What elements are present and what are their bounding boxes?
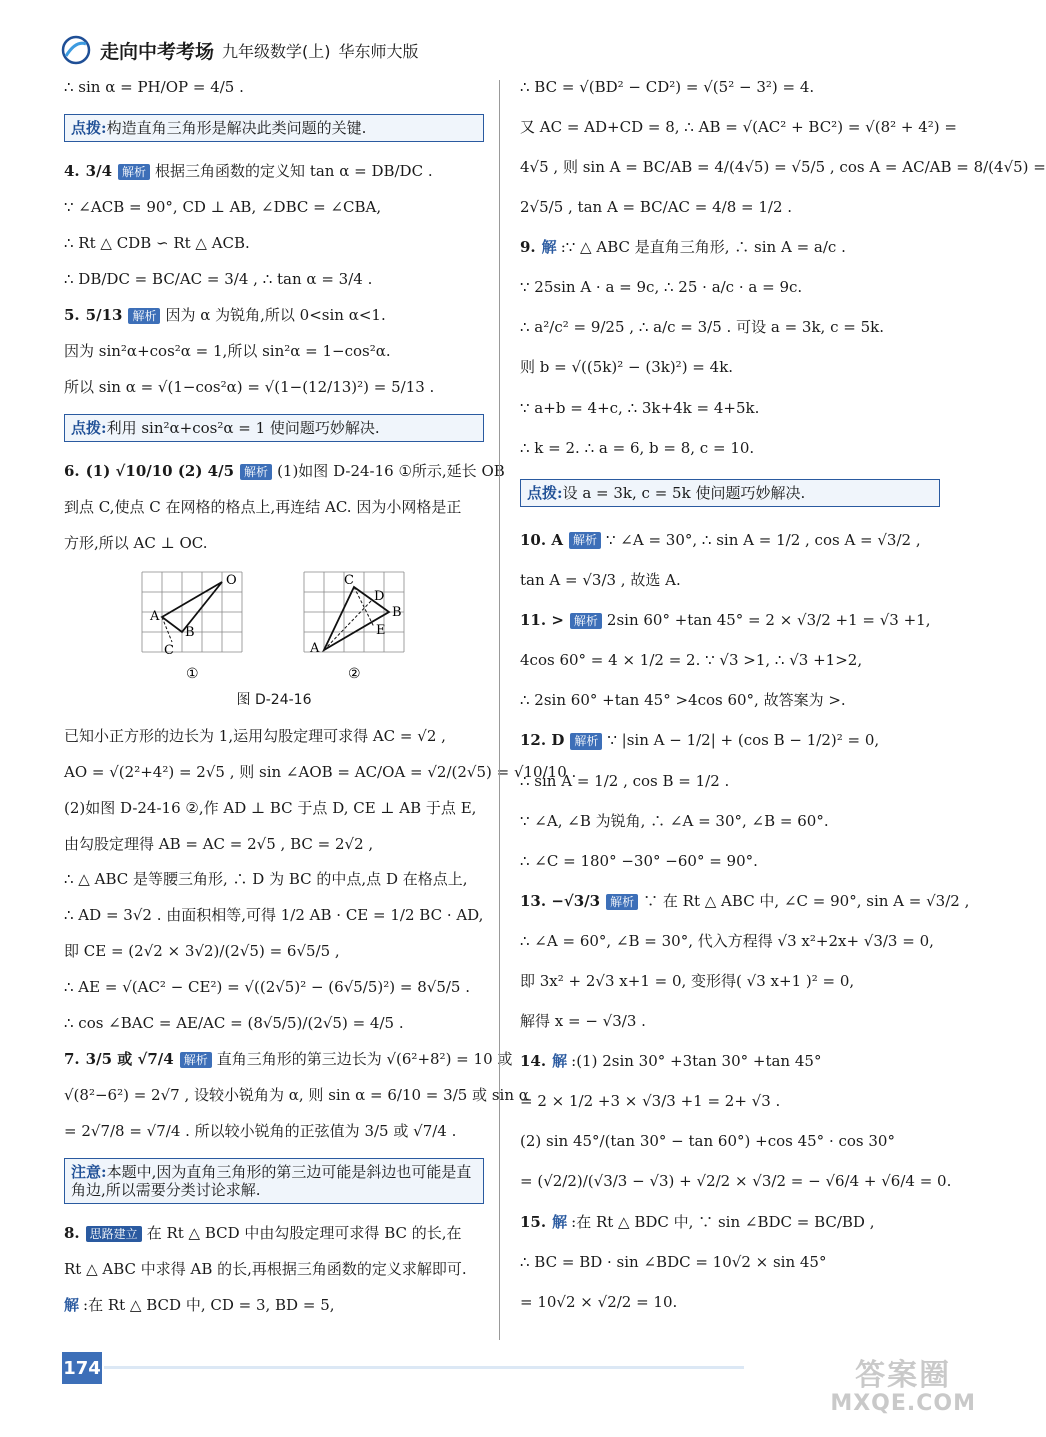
text-line [520,932,940,950]
line-text: 根据三角函数的定义知 tan α = DB/DC . [155,161,433,180]
answer-value: 5/13 [85,305,123,324]
line-text: ∴ Rt △ CDB ∽ Rt △ ACB. [64,234,250,252]
text-line [64,942,484,960]
line-text: ∵ 在 Rt △ ABC 中, ∠C = 90°, sin A = √3/2 , [643,891,970,910]
grade-label: 九年级数学(上) [222,41,331,61]
line-text: 解得 x = − √3/3 . [520,1012,646,1031]
text-line [520,358,940,376]
solution-colon: : [571,1052,577,1071]
line-text: 方形,所以 AC ⊥ OC. [64,534,208,552]
text-line [64,1296,484,1314]
question-number: 7. [64,1050,80,1069]
text-line [64,906,484,924]
solution-label: 解 [552,1212,568,1231]
text-line [520,571,940,589]
tip-text: 设 a = 3k, c = 5k 使问题巧妙解决. [562,483,806,502]
line-text: = (√2/2)/(√3/3 − √3) + √2/2 × √3/2 = − √6/4 + √6/4 = 0. [520,1172,952,1191]
tip-text: 利用 sin²α+cos²α = 1 使问题巧妙解决. [106,418,380,437]
line-text: ∴ k = 2. ∴ a = 6, b = 8, c = 10. [520,438,755,457]
text-line [520,158,1046,177]
line-text: 2sin 60° +tan 45° = 2 × √3/2 +1 = √3 +1, [606,611,931,629]
brand-title: 走向中考考场 [100,40,215,63]
text-line [64,461,505,480]
question-number: 4. [64,161,80,180]
text-line [520,691,940,709]
line-text: Rt △ ABC 中求得 AB 的长,再根据三角函数的定义求解即可. [64,1260,467,1279]
text-line [520,651,940,669]
text-line [64,1086,529,1105]
line-text: 已知小正方形的边长为 1,运用勾股定理可求得 AC = √2 , [64,726,446,745]
line-text: ∴ DB/DC = BC/AC = 3/4 , ∴ tan α = 3/4 . [64,269,373,288]
text-line [520,399,940,417]
tip-label: 点拨 [527,483,558,502]
question-number: 14. [520,1052,547,1071]
line-text: ∴ BC = BD · sin ∠BDC = 10√2 × sin 45° [520,1252,827,1271]
line-text: ∴ ∠C = 180° −30° −60° = 90°. [520,851,758,870]
fig2-label-b: B [392,604,402,620]
box-colon: : [101,418,107,437]
text-line [64,727,484,745]
line-text: = 10√2 × √2/2 = 10. [520,1292,678,1311]
line-text: ∵ △ ABC 是直角三角形, ∴ sin A = a/c . [565,238,846,257]
line-text: ∴ AE = √(AC² − CE²) = √((2√5)² − (6√5/5)²) = 8√5/5 . [64,978,471,997]
question-number: 10. A [520,530,563,549]
fig1-label-o: O [226,572,237,588]
line-text: √(8²−6²) = 2√7 , 设较小锐角为 α, 则 sin α = 6/10 = 3/5 或 sin α [64,1086,529,1105]
watermark-logo: 答案圈 [855,1358,952,1393]
text-line [64,1224,484,1242]
text-line [64,498,484,516]
text-line [520,78,940,96]
fig1-label-c: C [164,642,174,658]
text-line [64,1014,484,1032]
question-number: 12. D [520,731,565,750]
solution-colon: : [560,238,566,257]
note-label: 注意 [71,1163,102,1182]
line-text: = 2√7/8 = √7/4 . 所以较小锐角的正弦值为 3/5 或 √7/4 . [64,1122,457,1141]
line-text: ∵ |sin A − 1/2| + (cos B − 1/2)² = 0, [607,731,880,750]
page-number: 174 [62,1352,102,1384]
text-line [64,534,484,552]
text-line [64,762,577,781]
text-line [520,972,940,990]
watermark [830,1360,976,1415]
question-number: 6. [64,461,80,480]
text-line [64,799,484,817]
solution-colon: : [83,1296,89,1315]
fig1-label-a: A [150,608,160,624]
line-text: ∴ △ ABC 是等腰三角形, ∴ D 为 BC 的中点,点 D 在格点上, [64,870,468,889]
line-text: ∴ sin A = 1/2 , cos B = 1/2 . [520,771,730,790]
line-text: 又 AC = AD+CD = 8, ∴ AB = √(AC² + BC²) = √(8² + 4²) = [520,118,957,137]
text-line [64,378,484,396]
solution-label: 解 [64,1296,80,1315]
fig2-label-c: C [344,572,354,588]
line-text: 4√5 , 则 sin A = BC/AB = 4/(4√5) = √5/5 , cos A = AC/AB = 8/(4√5) = [520,158,1046,177]
tip-label: 点拨 [71,118,102,137]
grid-figures [64,570,484,680]
line-text: ∴ cos ∠BAC = AE/AC = (8√5/5)/(2√5) = 4/5 . [64,1014,404,1033]
line-text: ∵ a+b = 4+c, ∴ 3k+4k = 4+5k. [520,398,760,417]
text-line [520,439,940,457]
line-text: 在 Rt △ BDC 中, ∵ sin ∠BDC = BC/BD , [576,1212,875,1231]
question-number: 15. [520,1212,547,1231]
column-divider [499,80,500,1340]
line-text: ∴ BC = √(BD² − CD²) = √(5² − 3²) = 4. [520,78,815,96]
line-text: 在 Rt △ BCD 中, CD = 3, BD = 5, [88,1296,335,1315]
line-text: ∴ 2sin 60° +tan 45° >4cos 60°, 故答案为 >. [520,691,846,710]
text-line [64,78,484,96]
tip-box [520,479,940,507]
text-line [64,978,484,996]
line-text: 因为 sin²α+cos²α = 1,所以 sin²α = 1−cos²α. [64,342,391,361]
line-text: 4cos 60° = 4 × 1/2 = 2. ∵ √3 >1, ∴ √3 +1>2, [520,651,863,670]
text-line [520,278,940,296]
text-line [520,611,940,629]
line-text: AO = √(2²+4²) = 2√5 , 则 sin ∠AOB = AC/OA = √2/(2√5) = √10/10 . [64,762,577,781]
line-text: ∵ ∠ACB = 90°, CD ⊥ AB, ∠DBC = ∠CBA, [64,198,382,217]
line-text: ∵ ∠A, ∠B 为锐角, ∴ ∠A = 30°, ∠B = 60°. [520,811,829,830]
box-colon: : [101,1163,107,1182]
line-text: ∴ sin α = PH/OP = 4/5 . [64,78,244,96]
figure-2 [304,572,404,682]
line-text: 由勾股定理得 AB = AC = 2√5 , BC = 2√2 , [64,834,374,853]
text-line [520,531,940,549]
answer-value: 3/5 或 √7/4 [85,1050,174,1069]
line-text: 在 Rt △ BCD 中由勾股定理可求得 BC 的长,在 [146,1224,462,1243]
analysis-tag: 解析 [570,613,602,629]
line-text: ∵ 25sin A · a = 9c, ∴ 25 · a/c · a = 9c. [520,278,803,297]
analysis-tag: 解析 [569,532,601,548]
text-line [64,835,484,853]
line-text: ∵ ∠A = 30°, ∴ sin A = 1/2 , cos A = √3/2 , [605,530,921,549]
analysis-tag: 解析 [570,733,602,749]
text-line [520,812,940,830]
line-text: 则 b = √((5k)² − (3k)²) = 4k. [520,358,734,377]
line-text: (1) 2sin 30° +3tan 30° +tan 45° [576,1052,822,1071]
solution-label: 解 [541,238,557,257]
text-line [520,772,940,790]
line-text: ∴ AD = 3√2 . 由面积相等,可得 1/2 AB · CE = 1/2 BC · AD, [64,906,484,925]
tip-text: 构造直角三角形是解决此类问题的关键. [106,118,367,137]
box-colon: : [101,118,107,137]
fig1-number: ① [186,665,199,682]
text-line [64,306,484,324]
text-line [520,198,940,216]
answer-value: 3/4 [85,161,113,180]
figure-1 [142,572,242,682]
text-line [520,1132,940,1150]
analysis-tag: 解析 [240,464,272,480]
text-line [64,234,484,252]
fig2-label-e: E [376,622,386,638]
fig2-label-d: D [374,588,385,604]
line-text: 直角三角形的第三边长为 √(6²+8²) = 10 或 [216,1050,513,1069]
question-number: 8. [64,1224,80,1243]
text-line [64,870,484,888]
line-text: 所以 sin α = √(1−cos²α) = √(1−(12/13)²) = 5/13 . [64,378,435,396]
tip-box [64,114,484,142]
text-line [520,1172,952,1191]
text-line [520,1092,940,1110]
page-header [60,30,419,70]
question-number: 11. > [520,611,564,629]
figure-caption: 图 D-24-16 [236,691,312,708]
text-line [64,162,484,180]
text-line [64,342,484,360]
text-line [64,1260,484,1278]
line-text: (2) sin 45°/(tan 30° − tan 60°) +cos 45° · cos 30° [520,1132,895,1151]
analysis-tag: 解析 [118,164,150,180]
analysis-tag: 解析 [180,1052,212,1068]
line-text: ∴ ∠A = 60°, ∠B = 30°, 代入方程得 √3 x²+2x+ √3/3 = 0, [520,932,934,951]
text-line [520,238,940,256]
analysis-tag: 解析 [606,894,638,910]
publisher-label: 华东师大版 [338,41,419,61]
answer-value: (1) √10/10 (2) 4/5 [85,461,235,480]
line-text: (1)如图 D-24-16 ①所示,延长 OB [277,461,505,480]
box-colon: : [557,483,563,502]
text-line [64,270,484,288]
figure-d-24-16 [64,570,484,680]
footer-band [104,1366,744,1369]
watermark-url: MXQE.COM [830,1390,976,1416]
fig1-label-b: B [185,624,195,640]
question-number: 13. −√3/3 [520,891,601,910]
fig2-label-a: A [310,640,320,656]
note-box [64,1158,484,1204]
text-line [64,1122,484,1140]
right-column [520,78,1046,1333]
tip-label: 点拨 [71,418,102,437]
line-text: = 2 × 1/2 +3 × √3/3 +1 = 2+ √3 . [520,1092,781,1111]
text-line [520,1293,940,1311]
text-line [64,1050,513,1069]
text-line [520,852,940,870]
line-text: 因为 α 为锐角,所以 0<sin α<1. [165,305,386,324]
text-line [520,731,940,749]
text-line [520,1213,940,1231]
note-text: 本题中,因为直角三角形的第三边可能是斜边也可能是直角边,所以需要分类讨论求解. [71,1163,472,1200]
text-line [520,1253,940,1271]
line-text: 即 CE = (2√2 × 3√2)/(2√5) = 6√5/5 , [64,942,340,961]
solution-label: 解 [552,1052,568,1071]
idea-tag: 思路建立 [86,1226,142,1242]
text-line [520,318,940,336]
text-line [64,198,484,216]
line-text: 即 3x² + 2√3 x+1 = 0, 变形得( √3 x+1 )² = 0, [520,972,855,991]
logo-icon [60,34,92,66]
solution-colon: : [571,1212,577,1231]
line-text: 到点 C,使点 C 在网格的格点上,再连结 AC. 因为小网格是正 [64,498,462,517]
analysis-tag: 解析 [128,308,160,324]
question-number: 5. [64,305,80,324]
text-line [520,1052,940,1070]
line-text: ∴ a²/c² = 9/25 , ∴ a/c = 3/5 . 可设 a = 3k, c = 5k. [520,318,884,337]
tip-box [64,414,484,442]
text-line [520,1012,940,1030]
text-line [520,891,970,910]
line-text: (2)如图 D-24-16 ②,作 AD ⊥ BC 于点 D, CE ⊥ AB 于点 E, [64,798,477,817]
text-line [520,118,957,137]
fig2-number: ② [348,665,361,682]
line-text: 2√5/5 , tan A = BC/AC = 4/8 = 1/2 . [520,198,793,217]
question-number: 9. [520,238,536,257]
line-text: tan A = √3/3 , 故选 A. [520,570,681,589]
